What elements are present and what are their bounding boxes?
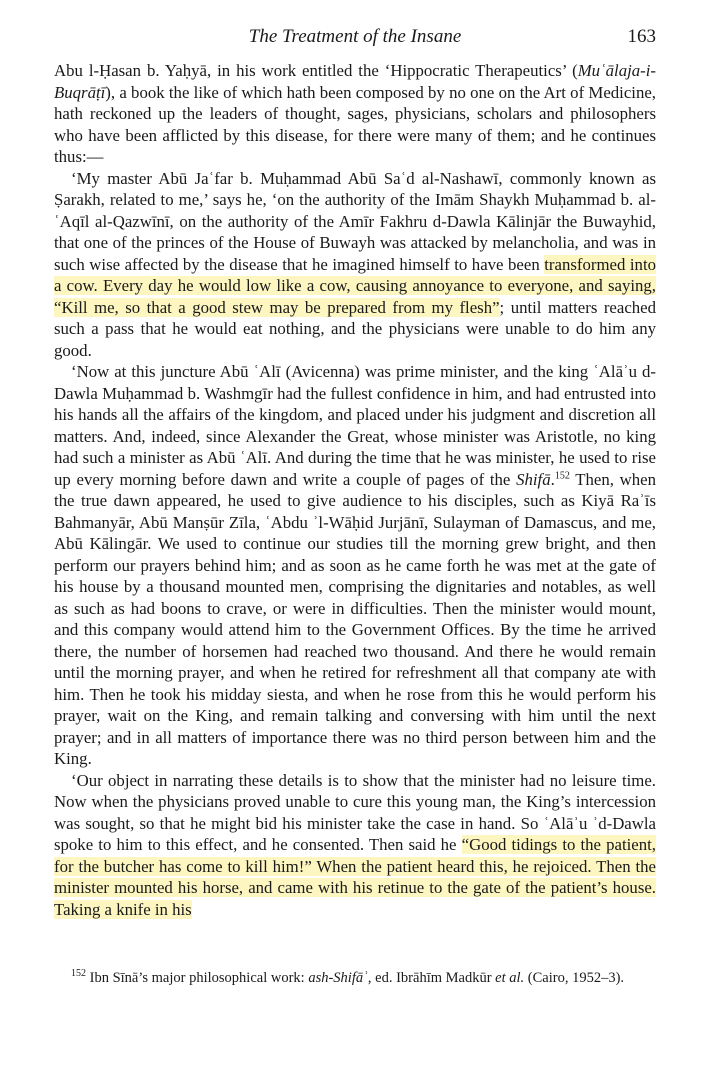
page-number: 163 (627, 26, 656, 47)
italic-text: Muʿālaja-i-Buqrāṭī (54, 61, 656, 102)
text-run: . (550, 469, 555, 489)
highlighted-text: Taking a knife in his (54, 899, 192, 919)
italic-text: et al. (495, 970, 525, 986)
text-run: ; until matters reached such a pass that he would eat nothing, and the physicians were unable to do him any good. (54, 297, 657, 360)
italic-text: ash-Shifāʾ (308, 970, 368, 986)
footnote-reference: 152 (554, 469, 570, 481)
running-head (54, 24, 656, 50)
italic-text: Shifā (516, 469, 551, 489)
paragraph (54, 770, 656, 921)
paragraph (54, 168, 656, 362)
text-run: ‘Now at this juncture Abū ʿAlī (Avicenna) was prime minister, and the king ʿAlāʾu d-Dawla Muḥammad b. Washmgīr had the fullest confidence in him, and had entrusted into his hands all the affairs of the kingdom, and placed under his judgment and discretion all matters. And, indeed, since Alexander the Great, whose minister was Aristotle, no king had such a minister as Abū ʿAlī. And during the time that he was minister, he used to rise up every morning before dawn and write a couple of pages of the (54, 362, 656, 489)
text-run: Then, when the true dawn appeared, he used to give audience to his disciples, such as Kiyā Raʾīs Bahmanyār, Abū Manṣūr Zīla, ʿAbdu ʾl-Wāḥid Jurjānī, Sulayman of Damascus, and me, Abū Kālingār. We used to continue our studies till the morning grew bright, and then perform our prayers behind him; and as soon as he came forth he was met at the gate of his house by a thousand mounted men, comprising the dignitaries and notables, as well as such as had boons to crave, or were in difficulties. Then the minister would mount, and this company would attend him to the Government Offices. By the time he arrived there, the number of horsemen had reached two thousand. And there he would remain until the morning prayer, and when he retired for refreshment all that company ate with him. Then he took his midday siesta, and when he rose from this he would perform his prayer, wait on the King, and remain talking and conversing with him until the next prayer; and in all matters of importance there was no third person between him and the King. (54, 469, 656, 768)
text-run: Ibn Sīnā’s major philosophical work: (86, 970, 309, 986)
text-run: Abu l-Ḥasan b. Yaḥyā, in his work entitled the ‘Hippocratic Therapeutics’ ( (54, 61, 578, 80)
footnote-text (54, 968, 656, 988)
footnote (54, 968, 656, 988)
running-title: The Treatment of the Insane (248, 26, 462, 47)
highlighted-text: “Good tidings to the patient, for the butcher has come to kill him!” When the patient heard this, he rejoiced. Then the minister mounted his horse, and came with his retinue to the gate of the patient’s house. (54, 835, 656, 897)
text-run: , ed. Ibrāhīm Madkūr (367, 970, 496, 986)
text-run: ‘My master Abū Jaʿfar b. Muḥammad Abū Saʿd al-Nashawī, commonly known as Ṣarakh, related to me,’ says he, ‘on the authority of the Imām Shaykh Muḥammad b. al-ʿAqīl al-Qazwīnī, on the authority of the Amīr Fakhru d-Dawla Kālinjār the Buwayhid, that one of the princes of the House of Buwayh was attacked by melancholia, and was in such wise affected by the disease that he imagined himself to have been (54, 168, 656, 274)
body-text (54, 60, 656, 920)
footnote-marker: 152 (71, 968, 86, 980)
paragraph (54, 361, 656, 770)
text-run: ), a book the like of which hath been composed by no one on the Art of Medicine, hath reckoned up the leaders of thought, sages, physicians, scholars and philosophers who have been afflicted by this disease, for there were many of them; and he continues thus:— (54, 82, 656, 166)
paragraph (54, 60, 656, 168)
highlighted-text: transformed into a cow. Every day he would low like a cow, causing annoyance to everyone, and saying, “Kill me, so that a good stew may be prepared from my flesh” (54, 254, 656, 317)
text-run: (Cairo, 1952–3). (524, 970, 625, 986)
text-run: ‘Our object in narrating these details is to show that the minister had no leisure time. Now when the physicians proved unable to cure this young man, the King’s intercession was sought, so that he might bid his minister take the case in hand. So ʿAlāʾu ʾd-Dawla spoke to him to this effect, and he consented. Then said he (54, 770, 656, 854)
